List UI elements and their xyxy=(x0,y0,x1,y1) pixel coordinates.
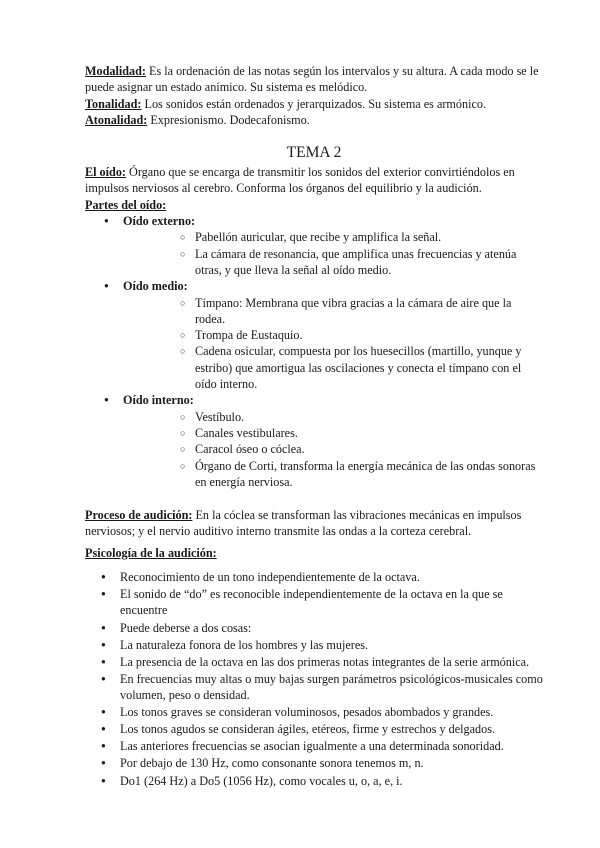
definition-text: Es la ordenación de las notas según los intervalos y su altura. A cada modo se le puede asignar un estado anímico. Su sistema es melódico. xyxy=(85,64,539,95)
definition-text: Los sonidos están ordenados y jerarquizados. Su sistema es armónico. xyxy=(141,96,487,111)
sub-list xyxy=(123,409,543,490)
list-item: ● Reconocimiento de un tono independientemente de la octava. xyxy=(85,569,543,585)
sub-list xyxy=(123,229,543,278)
oido-text: Órgano que se encarga de transmitir los sonidos del exterior convirtiéndolos en impulsos nerviosos al cerebro. Conforma los órganos del equilibrio y la audición. xyxy=(85,165,515,196)
list-item: ● Los tonos agudos se consideran ágiles, etéreos, firme y estrechos y delgados. xyxy=(85,721,543,737)
part-label: Oído medio: xyxy=(123,279,188,294)
sub-list-item: ○ Cadena osicular, compuesta por los huesecillos (martillo, yunque y estribo) que amortigua las oscilaciones y conecta el tímpano con el oído interno. xyxy=(123,343,543,392)
definition-term: Atonalidad: xyxy=(85,112,148,127)
section-title: TEMA 2 xyxy=(286,144,342,162)
proceso-paragraph xyxy=(85,507,543,540)
list-item: ● Puede deberse a dos cosas: xyxy=(85,620,543,636)
part-label: Oído externo: xyxy=(123,214,196,229)
oido-definition xyxy=(85,164,543,197)
list-item: ● El sonido de “do” es reconocible independientemente de la octava en la que se encuentre xyxy=(85,586,543,619)
list-item: ● Do1 (264 Hz) a Do5 (1056 Hz), como vocales u, o, a, e, i. xyxy=(85,773,543,789)
sub-list-item: ○ Tímpano: Membrana que vibra gracias a la cámara de aire que la rodea. xyxy=(123,295,543,328)
definition-term: Modalidad: xyxy=(85,64,146,78)
list-item: ● Las anteriores frecuencias se asocian igualmente a una determinada sonoridad. xyxy=(85,738,543,754)
sub-list-item: ○ Caracol óseo o cóclea. xyxy=(123,441,543,457)
psico-heading: Psicología de la audición: xyxy=(85,545,217,560)
sub-list-item: ○ Trompa de Eustaquio. xyxy=(123,327,543,343)
document-content xyxy=(85,63,543,790)
sub-list xyxy=(123,295,543,393)
sub-list-item: ○ La cámara de resonancia, que amplifica unas frecuencias y atenúa otras, y que lleva la señal al oído medio. xyxy=(123,246,543,279)
list-item xyxy=(85,392,543,490)
list-item: ● La naturaleza fonora de los hombres y las mujeres. xyxy=(85,637,543,653)
sub-list-item: ○ Vestíbulo. xyxy=(123,409,543,425)
definition-atonalidad xyxy=(85,112,543,128)
psico-list xyxy=(85,569,543,789)
sub-list-item: ○ Órgano de Corti, transforma la energía mecánica de las ondas sonoras en energía nerviosa. xyxy=(123,458,543,491)
list-item: ● Por debajo de 130 Hz, como consonante sonora tenemos m, n. xyxy=(85,755,543,771)
list-item xyxy=(85,278,543,392)
partes-list xyxy=(85,213,543,490)
definition-text: Expresionismo. Dodecafonismo. xyxy=(147,112,310,127)
part-label: Oído interno: xyxy=(123,393,194,408)
definition-modalidad xyxy=(85,63,543,96)
list-item: ● En frecuencias muy altas o muy bajas surgen parámetros psicológicos-musicales como volumen, peso o densidad. xyxy=(85,671,543,704)
proceso-text: En la cóclea se transforman las vibraciones mecánicas en impulsos nerviosos; y el nervio auditivo interno transmite las ondas a la corteza cerebral. xyxy=(85,508,522,539)
list-item: ● La presencia de la octava en las dos primeras notas integrantes de la serie armónica. xyxy=(85,654,543,670)
list-item xyxy=(85,213,543,278)
sub-list-item: ○ Canales vestibulares. xyxy=(123,425,543,441)
list-item: ● Los tonos graves se consideran voluminosos, pesados abombados y grandes. xyxy=(85,704,543,720)
definition-term: Tonalidad: xyxy=(85,96,142,111)
definition-tonalidad xyxy=(85,96,543,112)
sub-list-item: ○ Pabellón auricular, que recibe y amplifica la señal. xyxy=(123,229,543,245)
oido-term: El oído: xyxy=(85,165,126,180)
partes-heading: Partes del oído: xyxy=(85,197,167,212)
proceso-term: Proceso de audición: xyxy=(85,508,193,523)
